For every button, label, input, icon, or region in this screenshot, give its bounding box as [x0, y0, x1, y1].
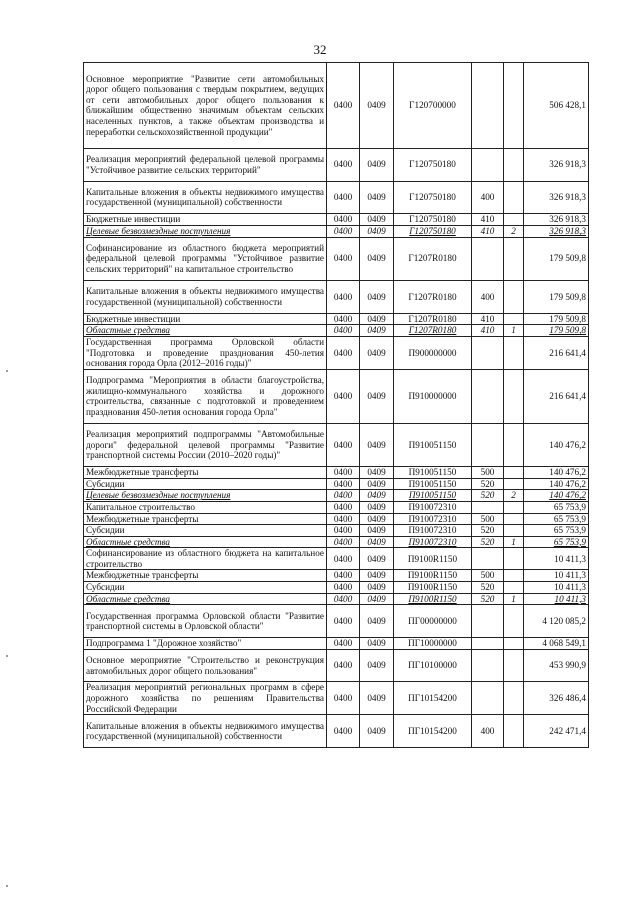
target-article-code-cell: Г1207R0180: [394, 325, 472, 337]
expense-type-code-cell: [472, 237, 504, 280]
margin-mark: [6, 885, 8, 887]
expense-type-code-cell: 410: [472, 313, 504, 325]
subsection-code-cell: 0409: [360, 525, 394, 537]
target-article-code-cell: ПГ10154200: [394, 682, 472, 715]
target-article-code-cell: П910072310: [394, 536, 472, 548]
section-code-cell: 0400: [327, 325, 360, 337]
target-article-code-cell: ПГ10154200: [394, 715, 472, 748]
expense-type-code-cell: 500: [472, 467, 504, 479]
section-code-cell: 0400: [327, 649, 360, 682]
subsection-code-cell: 0409: [360, 225, 394, 237]
row-name-cell: Реализация мероприятий региональных программ в сфере дорожного хозяйства по решениям Правительства Российской Федерации: [84, 682, 327, 715]
table-row: [84, 336, 589, 369]
subsection-code-cell: 0409: [360, 148, 394, 181]
row-name-cell: Целевые безвозмездные поступления: [84, 225, 327, 237]
table-row: [84, 513, 589, 525]
subsection-code-cell: 0409: [360, 490, 394, 502]
amount-cell: 326 918,3: [524, 148, 589, 181]
subsection-code-cell: 0409: [360, 548, 394, 570]
expense-type-code-cell: [472, 605, 504, 638]
margin-mark: [6, 370, 8, 372]
funding-source-cell: [504, 582, 524, 594]
target-article-code-cell: Г120750180: [394, 148, 472, 181]
section-code-cell: 0400: [327, 501, 360, 513]
expense-type-code-cell: 410: [472, 225, 504, 237]
subsection-code-cell: 0409: [360, 214, 394, 226]
row-name-cell: Капитальные вложения в объекты недвижимого имущества государственной (муниципальной) собственности: [84, 181, 327, 214]
subsection-code-cell: 0409: [360, 478, 394, 490]
row-name-cell: Капитальные вложения в объекты недвижимого имущества государственной (муниципальной) собственности: [84, 715, 327, 748]
target-article-code-cell: П910051150: [394, 423, 472, 466]
row-name-cell: Основное мероприятие "Строительство и реконструкция автомобильных дорог общего пользования": [84, 649, 327, 682]
expense-type-code-cell: [472, 682, 504, 715]
table-row: [84, 715, 589, 748]
funding-source-cell: [504, 605, 524, 638]
target-article-code-cell: П9100R1150: [394, 593, 472, 605]
funding-source-cell: [504, 638, 524, 650]
target-article-code-cell: Г120750180: [394, 225, 472, 237]
target-article-code-cell: Г120750180: [394, 214, 472, 226]
amount-cell: 140 476,2: [524, 423, 589, 466]
funding-source-cell: [504, 513, 524, 525]
table-row: [84, 536, 589, 548]
budget-table: [83, 62, 589, 748]
table-row: [84, 225, 589, 237]
amount-cell: 326 918,3: [524, 181, 589, 214]
amount-cell: 65 753,9: [524, 536, 589, 548]
row-name-cell: Государственная программа Орловской области "Развитие транспортной системы в Орловской области": [84, 605, 327, 638]
funding-source-cell: [504, 715, 524, 748]
section-code-cell: 0400: [327, 336, 360, 369]
section-code-cell: 0400: [327, 148, 360, 181]
target-article-code-cell: ПГ00000000: [394, 605, 472, 638]
section-code-cell: 0400: [327, 423, 360, 466]
row-name-cell: Бюджетные инвестиции: [84, 214, 327, 226]
row-name-cell: Субсидии: [84, 525, 327, 537]
target-article-code-cell: П910072310: [394, 525, 472, 537]
table-row: [84, 682, 589, 715]
funding-source-cell: [504, 570, 524, 582]
target-article-code-cell: П910051150: [394, 467, 472, 479]
expense-type-code-cell: 400: [472, 181, 504, 214]
section-code-cell: 0400: [327, 181, 360, 214]
target-article-code-cell: П910000000: [394, 369, 472, 423]
subsection-code-cell: 0409: [360, 638, 394, 650]
table-row: [84, 313, 589, 325]
section-code-cell: 0400: [327, 478, 360, 490]
amount-cell: 216 641,4: [524, 369, 589, 423]
expense-type-code-cell: 500: [472, 513, 504, 525]
subsection-code-cell: 0409: [360, 423, 394, 466]
row-name-cell: Подпрограмма 1 "Дорожное хозяйство": [84, 638, 327, 650]
subsection-code-cell: 0409: [360, 369, 394, 423]
funding-source-cell: 1: [504, 325, 524, 337]
table-row: [84, 525, 589, 537]
funding-source-cell: 2: [504, 490, 524, 502]
amount-cell: 65 753,9: [524, 513, 589, 525]
subsection-code-cell: 0409: [360, 63, 394, 149]
table-row: [84, 649, 589, 682]
subsection-code-cell: 0409: [360, 467, 394, 479]
funding-source-cell: [504, 336, 524, 369]
amount-cell: 179 509,8: [524, 280, 589, 313]
row-name-cell: Подпрограмма "Мероприятия в области благоустройства, жилищно-коммунального хозяйства и дорожного строительства, связанные с подготовкой и проведением празднования 450-летия основания города Орла": [84, 369, 327, 423]
section-code-cell: 0400: [327, 467, 360, 479]
subsection-code-cell: 0409: [360, 570, 394, 582]
funding-source-cell: [504, 181, 524, 214]
row-name-cell: Реализация мероприятий федеральной целевой программы "Устойчивое развитие сельских территорий": [84, 148, 327, 181]
section-code-cell: 0400: [327, 63, 360, 149]
row-name-cell: Межбюджетные трансферты: [84, 570, 327, 582]
amount-cell: 179 509,8: [524, 313, 589, 325]
row-name-cell: Субсидии: [84, 582, 327, 594]
section-code-cell: 0400: [327, 548, 360, 570]
table-row: [84, 325, 589, 337]
funding-source-cell: [504, 478, 524, 490]
subsection-code-cell: 0409: [360, 513, 394, 525]
expense-type-code-cell: 410: [472, 325, 504, 337]
amount-cell: 65 753,9: [524, 501, 589, 513]
table-row: [84, 63, 589, 149]
expense-type-code-cell: 520: [472, 582, 504, 594]
section-code-cell: 0400: [327, 582, 360, 594]
target-article-code-cell: П910072310: [394, 501, 472, 513]
expense-type-code-cell: 520: [472, 478, 504, 490]
page-number: 32: [313, 42, 327, 57]
amount-cell: 179 509,8: [524, 325, 589, 337]
amount-cell: 10 411,3: [524, 548, 589, 570]
table-row: [84, 467, 589, 479]
subsection-code-cell: 0409: [360, 325, 394, 337]
row-name-cell: Межбюджетные трансферты: [84, 513, 327, 525]
expense-type-code-cell: 520: [472, 536, 504, 548]
section-code-cell: 0400: [327, 214, 360, 226]
row-name-cell: Основное мероприятие "Развитие сети автомобильных дорог общего пользования с твердым покрытием, ведущих от сети автомобильных дорог общего пользования к ближайшим общественно значимым объектам сельских населенных пунктов, а также объектам производства и переработки сельскохозяйственной продукции": [84, 63, 327, 149]
table-row: [84, 490, 589, 502]
subsection-code-cell: 0409: [360, 181, 394, 214]
amount-cell: 326 486,4: [524, 682, 589, 715]
table-row: [84, 582, 589, 594]
amount-cell: 140 476,2: [524, 467, 589, 479]
expense-type-code-cell: [472, 336, 504, 369]
table-row: [84, 280, 589, 313]
table-row: [84, 593, 589, 605]
table-row: [84, 369, 589, 423]
table-row: [84, 570, 589, 582]
table-row: [84, 148, 589, 181]
row-name-cell: Межбюджетные трансферты: [84, 467, 327, 479]
section-code-cell: 0400: [327, 369, 360, 423]
table-row: [84, 214, 589, 226]
expense-type-code-cell: 520: [472, 525, 504, 537]
table-row: [84, 605, 589, 638]
funding-source-cell: [504, 237, 524, 280]
expense-type-code-cell: [472, 638, 504, 650]
subsection-code-cell: 0409: [360, 336, 394, 369]
budget-table-body: [84, 63, 589, 748]
amount-cell: 140 476,2: [524, 490, 589, 502]
row-name-cell: Реализация мероприятий подпрограммы "Автомобильные дороги" федеральной целевой программы "Развитие транспортной системы России (2010–2020 годы)": [84, 423, 327, 466]
amount-cell: 179 509,8: [524, 237, 589, 280]
section-code-cell: 0400: [327, 536, 360, 548]
funding-source-cell: [504, 369, 524, 423]
subsection-code-cell: 0409: [360, 715, 394, 748]
section-code-cell: 0400: [327, 525, 360, 537]
expense-type-code-cell: [472, 548, 504, 570]
row-name-cell: Софинансирование из областного бюджета мероприятий федеральной целевой программы "Устойчивое развитие сельских территорий" на капитальное строительство: [84, 237, 327, 280]
amount-cell: 326 918,3: [524, 225, 589, 237]
target-article-code-cell: П9100R1150: [394, 570, 472, 582]
table-row: [84, 501, 589, 513]
target-article-code-cell: П910051150: [394, 490, 472, 502]
funding-source-cell: [504, 525, 524, 537]
table-row: [84, 237, 589, 280]
expense-type-code-cell: 500: [472, 570, 504, 582]
funding-source-cell: [504, 214, 524, 226]
expense-type-code-cell: [472, 369, 504, 423]
funding-source-cell: 1: [504, 536, 524, 548]
row-name-cell: Капитальное строительство: [84, 501, 327, 513]
expense-type-code-cell: [472, 423, 504, 466]
funding-source-cell: [504, 148, 524, 181]
subsection-code-cell: 0409: [360, 582, 394, 594]
table-row: [84, 478, 589, 490]
section-code-cell: 0400: [327, 715, 360, 748]
section-code-cell: 0400: [327, 280, 360, 313]
amount-cell: 140 476,2: [524, 478, 589, 490]
target-article-code-cell: Г1207R0180: [394, 237, 472, 280]
subsection-code-cell: 0409: [360, 501, 394, 513]
row-name-cell: Субсидии: [84, 478, 327, 490]
table-row: [84, 181, 589, 214]
amount-cell: 10 411,3: [524, 582, 589, 594]
funding-source-cell: [504, 682, 524, 715]
row-name-cell: Софинансирование из областного бюджета на капитальное строительство: [84, 548, 327, 570]
row-name-cell: Областные средства: [84, 593, 327, 605]
subsection-code-cell: 0409: [360, 313, 394, 325]
funding-source-cell: [504, 313, 524, 325]
target-article-code-cell: П900000000: [394, 336, 472, 369]
expense-type-code-cell: 400: [472, 280, 504, 313]
row-name-cell: Бюджетные инвестиции: [84, 313, 327, 325]
section-code-cell: 0400: [327, 490, 360, 502]
section-code-cell: 0400: [327, 605, 360, 638]
expense-type-code-cell: 410: [472, 214, 504, 226]
amount-cell: 4 068 549,1: [524, 638, 589, 650]
section-code-cell: 0400: [327, 570, 360, 582]
section-code-cell: 0400: [327, 225, 360, 237]
row-name-cell: Целевые безвозмездные поступления: [84, 490, 327, 502]
target-article-code-cell: ПГ10100000: [394, 649, 472, 682]
expense-type-code-cell: [472, 501, 504, 513]
amount-cell: 326 918,3: [524, 214, 589, 226]
target-article-code-cell: ПГ10000000: [394, 638, 472, 650]
funding-source-cell: 1: [504, 593, 524, 605]
section-code-cell: 0400: [327, 313, 360, 325]
expense-type-code-cell: [472, 148, 504, 181]
amount-cell: 453 990,9: [524, 649, 589, 682]
target-article-code-cell: Г120700000: [394, 63, 472, 149]
subsection-code-cell: 0409: [360, 536, 394, 548]
target-article-code-cell: Г1207R0180: [394, 313, 472, 325]
row-name-cell: Государственная программа Орловской области "Подготовка и проведение празднования 450-летия основания города Орла (2012–2016 годы)": [84, 336, 327, 369]
subsection-code-cell: 0409: [360, 605, 394, 638]
expense-type-code-cell: [472, 63, 504, 149]
subsection-code-cell: 0409: [360, 593, 394, 605]
section-code-cell: 0400: [327, 237, 360, 280]
expense-type-code-cell: 520: [472, 593, 504, 605]
table-row: [84, 548, 589, 570]
subsection-code-cell: 0409: [360, 682, 394, 715]
funding-source-cell: [504, 548, 524, 570]
amount-cell: 10 411,3: [524, 593, 589, 605]
expense-type-code-cell: 520: [472, 490, 504, 502]
target-article-code-cell: П9100R1150: [394, 548, 472, 570]
amount-cell: 506 428,1: [524, 63, 589, 149]
funding-source-cell: [504, 467, 524, 479]
target-article-code-cell: П9100R1150: [394, 582, 472, 594]
target-article-code-cell: П910072310: [394, 513, 472, 525]
target-article-code-cell: Г120750180: [394, 181, 472, 214]
amount-cell: 242 471,4: [524, 715, 589, 748]
target-article-code-cell: П910051150: [394, 478, 472, 490]
section-code-cell: 0400: [327, 638, 360, 650]
section-code-cell: 0400: [327, 593, 360, 605]
funding-source-cell: [504, 423, 524, 466]
row-name-cell: Областные средства: [84, 536, 327, 548]
funding-source-cell: [504, 280, 524, 313]
amount-cell: 4 120 085,2: [524, 605, 589, 638]
section-code-cell: 0400: [327, 682, 360, 715]
subsection-code-cell: 0409: [360, 649, 394, 682]
amount-cell: 216 641,4: [524, 336, 589, 369]
margin-mark: [6, 655, 8, 657]
funding-source-cell: [504, 501, 524, 513]
expense-type-code-cell: 400: [472, 715, 504, 748]
table-row: [84, 638, 589, 650]
table-row: [84, 423, 589, 466]
funding-source-cell: 2: [504, 225, 524, 237]
amount-cell: 10 411,3: [524, 570, 589, 582]
target-article-code-cell: Г1207R0180: [394, 280, 472, 313]
funding-source-cell: [504, 649, 524, 682]
subsection-code-cell: 0409: [360, 237, 394, 280]
expense-type-code-cell: [472, 649, 504, 682]
row-name-cell: Областные средства: [84, 325, 327, 337]
funding-source-cell: [504, 63, 524, 149]
amount-cell: 65 753,9: [524, 525, 589, 537]
subsection-code-cell: 0409: [360, 280, 394, 313]
section-code-cell: 0400: [327, 513, 360, 525]
row-name-cell: Капитальные вложения в объекты недвижимого имущества государственной (муниципальной) собственности: [84, 280, 327, 313]
